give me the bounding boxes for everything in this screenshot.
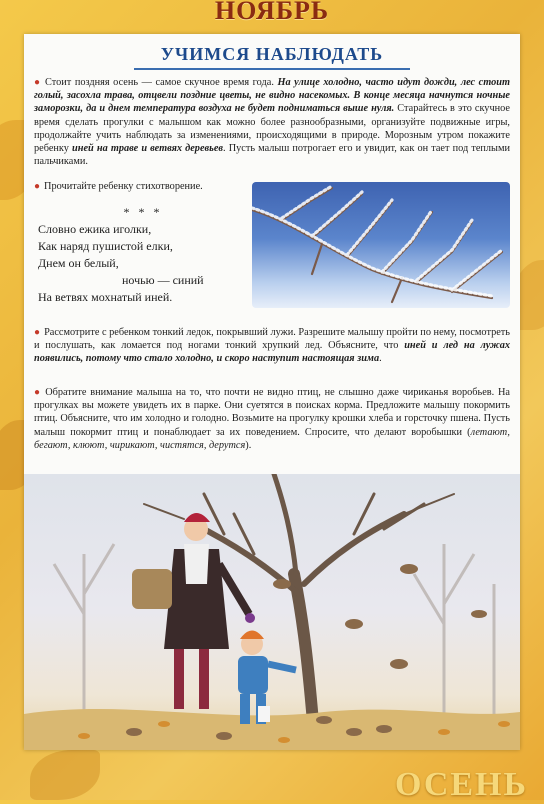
scene-drawing: [24, 474, 520, 750]
bullet-icon: ●: [34, 181, 41, 192]
poem-line: На ветвях мохнатый иней.: [38, 290, 173, 304]
text: . Пусть малыш потрогает его и увидит, как он тает под теплыми пальчиками.: [34, 143, 510, 168]
bullet-icon: ●: [34, 77, 42, 88]
emphasis-text: иней на траве и ветвях деревьев: [72, 143, 224, 155]
text: Стоит поздняя осень — самое скучное время года.: [45, 77, 278, 88]
text: Обратите внимание малыша на то, что почти не видно птиц, не слышно даже чириканья воробьев. На прогулках вы можете увидеть их в парке. Они суетятся в поисках корма. Предложите малышу покормить птиц. Объясните, что им холодно и голодно. Возьмите на прогулку крошки хлеба и горсточку пшена. Пусть малыш покормит птиц и понаблюдает за их поведением. Спросите, что делают воробышки (: [34, 387, 510, 438]
park-scene-illustration: [24, 474, 520, 750]
frosty-branches-illustration: [252, 182, 510, 308]
emphasis-text: На улице холодно, часто идут дожди, лес стоит голый, засохла трава, отцвели поздние цветы, не видно насекомых. В конце месяца начнутся ночные заморозки, да и днем температура воздуха не будет подниматься выше нуля.: [34, 77, 510, 115]
poem-line: Днем он белый,: [38, 256, 119, 270]
paragraph-birds: [34, 386, 510, 452]
title-underline: [134, 68, 410, 70]
bullet-icon: ●: [34, 387, 42, 398]
poem-stars: * * *: [123, 205, 163, 219]
paragraph-thin-ice: [34, 326, 510, 366]
bullet-icon: ●: [34, 327, 41, 338]
poem-line: ночью — синий: [122, 273, 204, 287]
text: Старайтесь в это скучное время сделать прогулки с малышом как можно более разнообразными, организуйте подвижные игры, продолжайте учить наблюдать за изменениями, происходящими в природе. Морозным утром покажите ребенку: [34, 103, 510, 155]
text: ).: [245, 439, 252, 451]
paragraph-late-autumn: [34, 76, 510, 168]
child-figure-icon: [238, 631, 296, 725]
mother-figure-icon: [132, 513, 255, 709]
section-title: УЧИМСЯ НАБЛЮДАТЬ: [160, 44, 384, 64]
frost-branch-icon: [252, 182, 510, 308]
emphasis-text: иней и лед на лужах появились, потому что стало холодно, и скоро наступит настоящая зима: [34, 340, 510, 365]
emphasis-text: летают, бегают, клюют, чирикают, чистятся, дерутся: [34, 426, 510, 451]
text: Прочитайте ребенку стихотворение.: [44, 181, 203, 192]
month-title: НОЯБРЬ: [214, 0, 330, 25]
text: Рассмотрите с ребенком тонкий ледок, покрывший лужи. Разрешите малышу пройти по нему, посмотреть и послушать, как ломается под ногами тонкий хрупкий лед. Объясните, что: [34, 327, 510, 352]
content-page: [24, 34, 520, 750]
text: .: [379, 353, 382, 365]
season-title: ОСЕНЬ: [394, 766, 528, 803]
poem-line: Словно ежика иголки,: [38, 222, 152, 236]
background-leaf: [30, 750, 100, 800]
poem-line: Как наряд пушистой елки,: [38, 239, 173, 253]
paragraph-read-poem: [34, 180, 248, 193]
background-tree-icon: [54, 544, 494, 714]
poem: [38, 204, 248, 306]
